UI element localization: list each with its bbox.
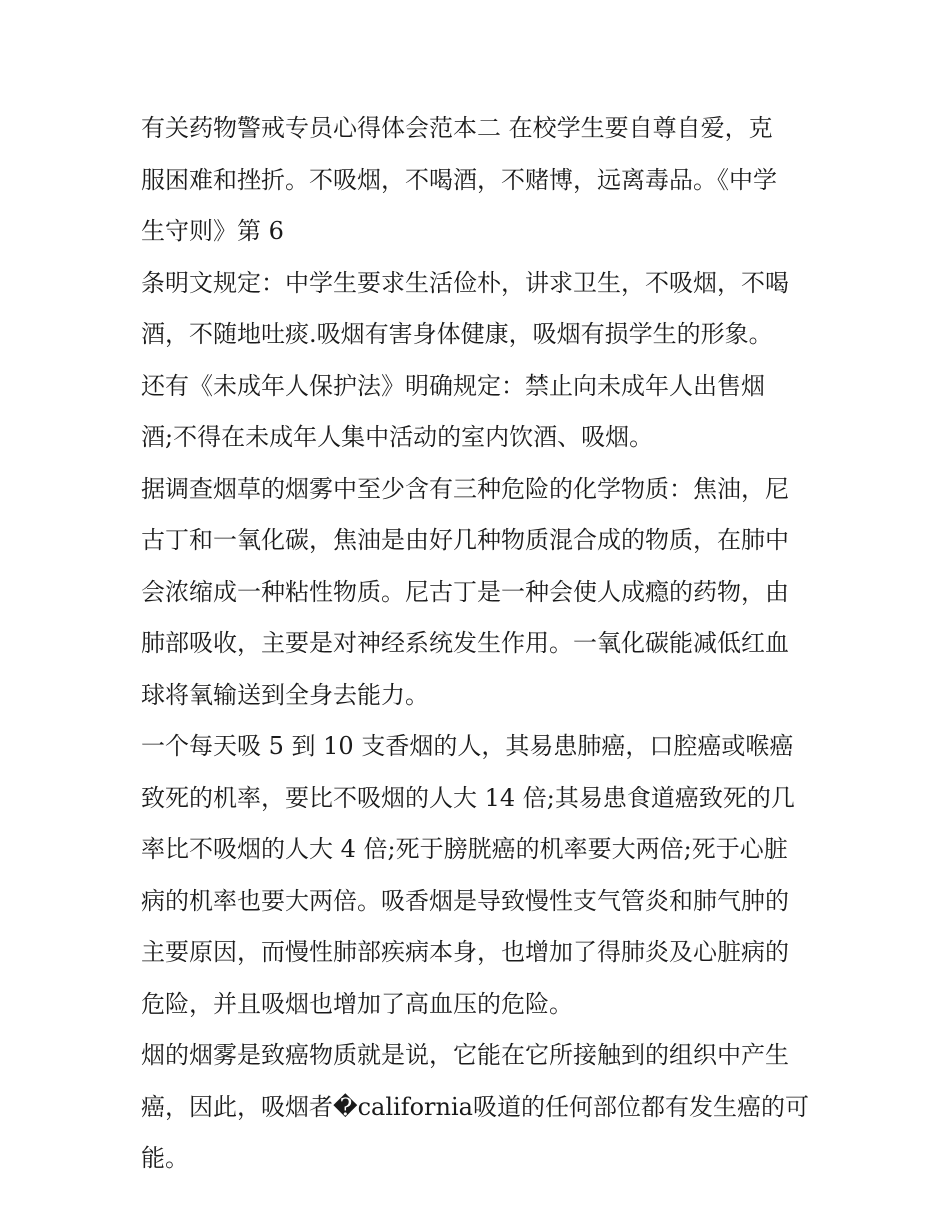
paragraph-2: 条明文规定：中学生要求生活俭朴，讲求卫生，不吸烟，不喝 酒，不随地吐痰.吸烟有害身体健康，吸烟有损学生的形象。: [141, 268, 789, 348]
paragraph-6: 烟的烟雾是致癌物质就是说，它能在它所接触到的组织中产生 癌，因此，吸烟者�california吸道的任何部位都有发生癌的可能。: [141, 1041, 809, 1172]
paragraph-1: 有关药物警戒专员心得体会范本二 在校学生要自尊自爱，克 服困难和挫折。不吸烟，不喝酒，不赌博，远离毒品。《中学 生守则》第 6: [141, 114, 777, 245]
paragraph-5: 一个每天吸 5 到 10 支香烟的人，其易患肺癌，口腔癌或喉癌 致死的机率，要比不吸烟的人大 14 倍;其易患食道癌致死的几 率比不吸烟的人大 4 倍;死于膀胱癌的机率要大两倍;死于心脏 病的机率也要大两倍。吸香烟是导致慢性支气管炎和肺气肿的 主要原因，而慢性肺部疾病本身，也增加了得肺炎及心脏病的 危险，并且吸烟也增加了高血压的危险。: [141, 732, 795, 1018]
paragraph-4: 据调查烟草的烟雾中至少含有三种危险的化学物质：焦油，尼 古丁和一氧化碳，焦油是由好几种物质混合成的物质，在肺中 会浓缩成一种粘性物质。尼古丁是一种会使人成瘾的药物，由 肺部吸收，主要是对神经系统发生作用。一氧化碳能减低红血 球将氧输送到全身去能力。: [141, 474, 789, 709]
document-body: [141, 103, 816, 1185]
paragraph-3: 还有《未成年人保护法》明确规定：禁止向未成年人出售烟 酒;不得在未成年人集中活动的室内饮酒、吸烟。: [141, 371, 765, 451]
